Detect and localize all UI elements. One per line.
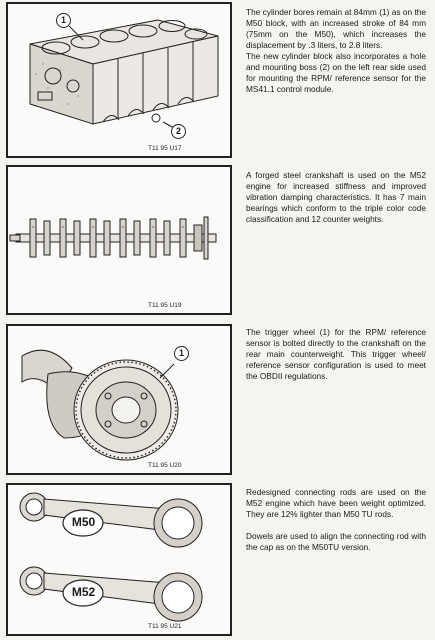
figure-code: T11 95 U20 bbox=[148, 462, 182, 469]
m50-label: M50 bbox=[71, 515, 96, 529]
paragraph: Dowels are used to align the connecting rod with the cap as on the M50TU version. bbox=[246, 531, 426, 552]
figure-code: T11 95 U17 bbox=[148, 145, 182, 152]
crankshaft-drawing bbox=[8, 167, 230, 313]
paragraph: The cylinder bores remain at 84mm (1) as on the M50 block, with an increased stroke of 84 mm (75mm on the M50), which increases the displacement by .3 liters, to 2.8 liters. bbox=[246, 7, 426, 50]
callout-1: 1 bbox=[174, 346, 189, 361]
crankshaft-figure bbox=[6, 165, 232, 315]
trigger-wheel-text bbox=[246, 327, 426, 382]
trigger-wheel-drawing bbox=[8, 326, 230, 473]
paragraph: The new cylinder block also incorporates a hole and mounting boss (2) on the left rear side used for mounting the RPM/ reference sensor for the MS41.1 control module. bbox=[246, 51, 426, 94]
callout-2: 2 bbox=[171, 124, 186, 139]
engine-block-figure bbox=[6, 2, 232, 158]
paragraph: The trigger wheel (1) for the RPM/ reference sensor is bolted directly to the crankshaft on the rear main counterweight. This trigger wheel/ reference sensor configuration is used to meet the OBDII regulations. bbox=[246, 327, 426, 381]
trigger-wheel-figure bbox=[6, 324, 232, 475]
crankshaft-text bbox=[246, 170, 426, 225]
figure-code: T11 95 U21 bbox=[148, 623, 182, 630]
connecting-rods-figure bbox=[6, 483, 232, 636]
callout-1: 1 bbox=[56, 13, 71, 28]
figure-code: T11 95 U19 bbox=[148, 302, 182, 309]
engine-block-drawing bbox=[8, 4, 230, 156]
m52-label: M52 bbox=[71, 585, 96, 599]
connecting-rods-drawing bbox=[8, 485, 230, 634]
engine-block-text bbox=[246, 7, 426, 95]
connecting-rods-text bbox=[246, 487, 426, 553]
paragraph: A forged steel crankshaft is used on the M52 engine for increased stiffness and improved vibration damping characteristics. It has 7 main bearings which conform to the triple color code classification and 12 counter weights. bbox=[246, 170, 426, 224]
paragraph: Redesigned connecting rods are used on the M52 engine which have been weight optimized. They are 12% lighter than M50 TU rods. bbox=[246, 487, 426, 519]
